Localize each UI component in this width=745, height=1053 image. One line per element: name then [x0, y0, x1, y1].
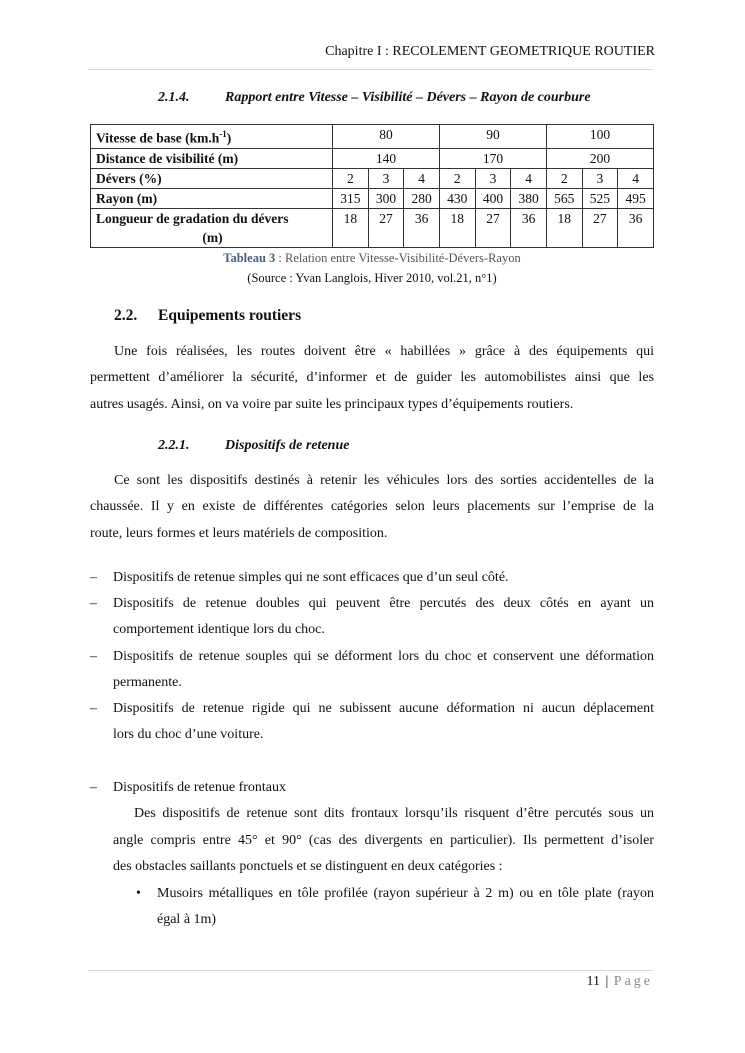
table-cell: 3 — [582, 168, 618, 188]
list-item-musoirs: • Musoirs métalliques en tôle profilée (rayon supérieur à 2 m) ou en tôle plate (rayon égal à 1m) — [136, 886, 654, 928]
page-number: 11 — [586, 974, 600, 989]
page-header: Chapitre I : RECOLEMENT GEOMETRIQUE ROUTIER — [325, 44, 655, 59]
section-title: Dispositifs de retenue — [225, 438, 350, 453]
table-cell: 27 — [475, 208, 511, 247]
intro-paragraph: Une fois réalisées, les routes doivent être « habillées » grâce à des équipements qui permettent d’améliorer la sécurité, d’informer et de guider les automobilistes ainsi que les autres usagés. Ainsi, on va voire par suite les principaux types d’équipements routiers. — [90, 344, 654, 412]
list-item: – Dispositifs de retenue doubles qui peuvent être percutés des deux côtés en ayant un comportement identique lors du choc. — [90, 596, 654, 638]
table-cell: 565 — [546, 188, 582, 208]
table-caption: Tableau 3 : Relation entre Vitesse-Visibilité-Dévers-Rayon — [223, 251, 521, 265]
row-label: Dévers (%) — [91, 168, 333, 188]
table-row — [91, 168, 654, 188]
list-item: – Dispositifs de retenue souples qui se déforment lors du choc et conservent une déformation permanente. — [90, 649, 654, 691]
table-cell: 36 — [511, 208, 547, 247]
table-cell: 18 — [439, 208, 475, 247]
table-cell: 4 — [404, 168, 440, 188]
table-cell: 2 — [439, 168, 475, 188]
page-footer — [586, 974, 653, 990]
table-cell: 80 — [333, 125, 440, 149]
table-cell: 400 — [475, 188, 511, 208]
table-source: (Source : Yvan Langlois, Hiver 2010, vol.21, n°1) — [247, 271, 497, 285]
table-cell: 280 — [404, 188, 440, 208]
footer-separator: | — [605, 974, 609, 989]
speed-visibility-table — [90, 124, 654, 248]
row-label: Vitesse de base $(km.h^{-1})$ — [91, 125, 333, 149]
table-cell: 430 — [439, 188, 475, 208]
table-cell: 18 — [546, 208, 582, 247]
table-row — [91, 125, 654, 149]
table-cell: 3 — [475, 168, 511, 188]
table-cell: 495 — [618, 188, 654, 208]
retenue-paragraph: Ce sont les dispositifs destinés à retenir les véhicules lors des sorties accidentelles de la chaussée. Il y en existe de différentes catégories selon leurs placements sur l’emprise de la route, leurs formes et leurs matériels de composition. — [90, 473, 654, 541]
list-item: – Dispositifs de retenue rigide qui ne subissent aucune déformation ni aucun déplacement lors du choc d’une voiture. — [90, 701, 654, 743]
page-label: Page — [613, 974, 653, 989]
table-row — [91, 148, 654, 168]
list-item: – Dispositifs de retenue simples qui ne sont efficaces que d’un seul côté. — [90, 570, 509, 585]
table-cell: 300 — [368, 188, 404, 208]
table-cell: 36 — [404, 208, 440, 247]
section-number: 2.1.4. — [158, 90, 190, 105]
table-cell: 4 — [618, 168, 654, 188]
table-cell: 2 — [333, 168, 369, 188]
table-cell: 170 — [439, 148, 546, 168]
table-cell: 4 — [511, 168, 547, 188]
row-label: Rayon (m) — [91, 188, 333, 208]
table-cell: 18 — [333, 208, 369, 247]
list-item-frontaux: – Dispositifs de retenue frontaux Des dispositifs de retenue sont dits frontaux lorsqu’ils risquent d’être percutés sous un angle compris entre 45° et 90° (cas des divergents en particulier). Ils permettent d’isoler des obstacles saillants ponctuels et se distinguent en deux catégories : — [90, 780, 654, 874]
table-row — [91, 208, 654, 247]
row-label: Longueur de gradation du dévers (m) — [91, 208, 333, 247]
table-cell: 27 — [368, 208, 404, 247]
header-rule — [88, 69, 653, 70]
table-row — [91, 188, 654, 208]
table-cell: 100 — [546, 125, 653, 149]
table-cell: 315 — [333, 188, 369, 208]
table-cell: 140 — [333, 148, 440, 168]
table-cell: 36 — [618, 208, 654, 247]
table-cell: 380 — [511, 188, 547, 208]
section-2-2-heading — [114, 307, 302, 325]
section-title: Rapport entre Vitesse – Visibilité – Dévers – Rayon de courbure — [225, 90, 591, 105]
row-label: Distance de visibilité (m) — [91, 148, 333, 168]
table-cell: 3 — [368, 168, 404, 188]
table-cell: 525 — [582, 188, 618, 208]
table-cell: 200 — [546, 148, 653, 168]
footer-rule — [88, 970, 653, 971]
section-title: Equipements routiers — [158, 307, 302, 324]
section-number: 2.2.1. — [158, 438, 190, 453]
table-cell: 2 — [546, 168, 582, 188]
table-cell: 27 — [582, 208, 618, 247]
section-number: 2.2. — [114, 307, 138, 324]
table-cell: 90 — [439, 125, 546, 149]
